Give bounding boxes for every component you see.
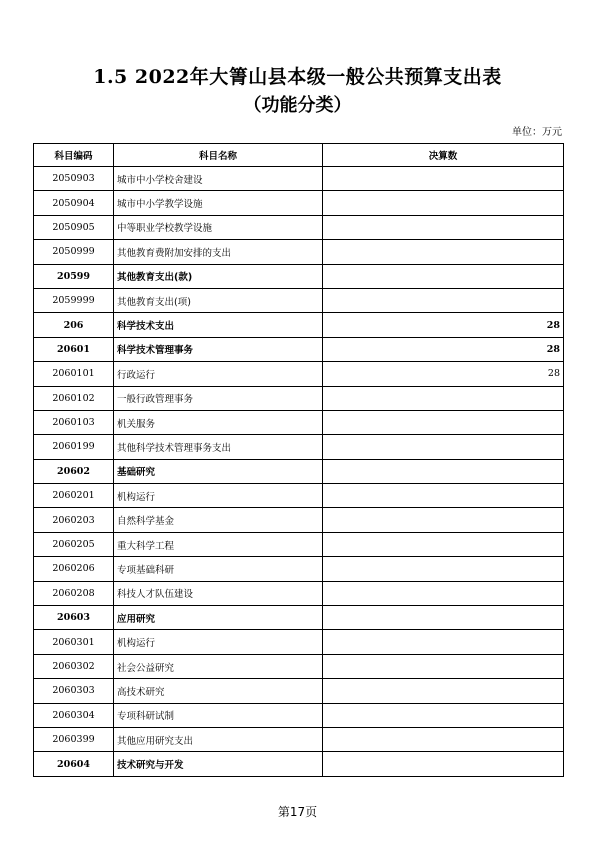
row-amount — [323, 606, 564, 630]
header-amount: 决算数 — [323, 144, 564, 167]
row-name: 一般行政管理事务 — [114, 386, 323, 410]
table-row — [34, 459, 564, 483]
table-row — [34, 410, 564, 434]
table-row — [34, 581, 564, 605]
row-code: 2050904 — [34, 191, 114, 215]
table-row — [34, 362, 564, 386]
row-amount — [323, 288, 564, 312]
row-amount: 28 — [323, 313, 564, 337]
table-row — [34, 532, 564, 556]
table-row — [34, 484, 564, 508]
row-code: 20604 — [34, 752, 114, 776]
row-name: 高技术研究 — [114, 679, 323, 703]
row-amount — [323, 167, 564, 191]
row-amount — [323, 435, 564, 459]
row-amount — [323, 484, 564, 508]
row-code: 2060102 — [34, 386, 114, 410]
row-amount — [323, 630, 564, 654]
row-code: 20603 — [34, 606, 114, 630]
row-name: 科技人才队伍建设 — [114, 581, 323, 605]
row-name: 城市中小学校舍建设 — [114, 167, 323, 191]
row-amount — [323, 727, 564, 751]
row-code: 2059999 — [34, 288, 114, 312]
row-amount: 28 — [323, 362, 564, 386]
table-row — [34, 386, 564, 410]
row-name: 社会公益研究 — [114, 654, 323, 678]
row-code: 2060399 — [34, 727, 114, 751]
row-code: 20601 — [34, 337, 114, 361]
row-name: 机构运行 — [114, 630, 323, 654]
row-name: 应用研究 — [114, 606, 323, 630]
row-amount — [323, 410, 564, 434]
row-amount — [323, 679, 564, 703]
row-amount — [323, 264, 564, 288]
page-subtitle: （功能分类） — [243, 95, 352, 116]
row-name: 其他教育支出(项) — [114, 288, 323, 312]
table-row — [34, 167, 564, 191]
table-row — [34, 240, 564, 264]
row-amount — [323, 654, 564, 678]
row-name: 重大科学工程 — [114, 532, 323, 556]
row-code: 2060206 — [34, 557, 114, 581]
row-amount — [323, 752, 564, 776]
header-name: 科目名称 — [114, 144, 323, 167]
table-row — [34, 215, 564, 239]
row-name: 基础研究 — [114, 459, 323, 483]
table-row — [34, 679, 564, 703]
table-row — [34, 654, 564, 678]
row-amount — [323, 191, 564, 215]
row-code: 2060199 — [34, 435, 114, 459]
table-row — [34, 191, 564, 215]
row-code: 2050903 — [34, 167, 114, 191]
table-header-row — [34, 144, 564, 167]
row-code: 2060103 — [34, 410, 114, 434]
row-amount — [323, 508, 564, 532]
table-row — [34, 313, 564, 337]
page-title: 1.5 2022年大箐山县本级一般公共预算支出表 — [93, 66, 502, 88]
row-name: 专项科研试制 — [114, 703, 323, 727]
row-amount — [323, 581, 564, 605]
row-amount — [323, 215, 564, 239]
row-amount — [323, 386, 564, 410]
table-body — [34, 167, 564, 777]
expenditure-table — [33, 143, 564, 777]
row-name: 科学技术管理事务 — [114, 337, 323, 361]
row-name: 专项基础科研 — [114, 557, 323, 581]
row-name: 其他教育费附加安排的支出 — [114, 240, 323, 264]
row-code: 2050999 — [34, 240, 114, 264]
page-number: 第17页 — [277, 805, 318, 819]
row-code: 2060304 — [34, 703, 114, 727]
table-row — [34, 752, 564, 776]
row-amount — [323, 459, 564, 483]
row-amount: 28 — [323, 337, 564, 361]
row-name: 机关服务 — [114, 410, 323, 434]
header-code: 科目编码 — [34, 144, 114, 167]
row-code: 2060201 — [34, 484, 114, 508]
row-code: 2060302 — [34, 654, 114, 678]
table-row — [34, 264, 564, 288]
unit-label: 单位：万元 — [512, 127, 562, 138]
row-amount — [323, 532, 564, 556]
row-amount — [323, 703, 564, 727]
table-row — [34, 727, 564, 751]
table-row — [34, 630, 564, 654]
row-name: 技术研究与开发 — [114, 752, 323, 776]
row-code: 2060301 — [34, 630, 114, 654]
row-code: 2050905 — [34, 215, 114, 239]
table-row — [34, 288, 564, 312]
table-row — [34, 703, 564, 727]
row-amount — [323, 557, 564, 581]
row-code: 2060208 — [34, 581, 114, 605]
row-code: 20602 — [34, 459, 114, 483]
row-code: 2060203 — [34, 508, 114, 532]
table-row — [34, 337, 564, 361]
table-row — [34, 508, 564, 532]
row-name: 自然科学基金 — [114, 508, 323, 532]
row-name: 其他科学技术管理事务支出 — [114, 435, 323, 459]
row-name: 行政运行 — [114, 362, 323, 386]
row-name: 机构运行 — [114, 484, 323, 508]
row-amount — [323, 240, 564, 264]
row-name: 科学技术支出 — [114, 313, 323, 337]
row-code: 2060205 — [34, 532, 114, 556]
row-code: 206 — [34, 313, 114, 337]
row-code: 2060303 — [34, 679, 114, 703]
row-name: 中等职业学校教学设施 — [114, 215, 323, 239]
row-code: 2060101 — [34, 362, 114, 386]
row-code: 20599 — [34, 264, 114, 288]
row-name: 其他教育支出(款) — [114, 264, 323, 288]
row-name: 城市中小学教学设施 — [114, 191, 323, 215]
row-name: 其他应用研究支出 — [114, 727, 323, 751]
table-row — [34, 606, 564, 630]
table-row — [34, 435, 564, 459]
table-row — [34, 557, 564, 581]
